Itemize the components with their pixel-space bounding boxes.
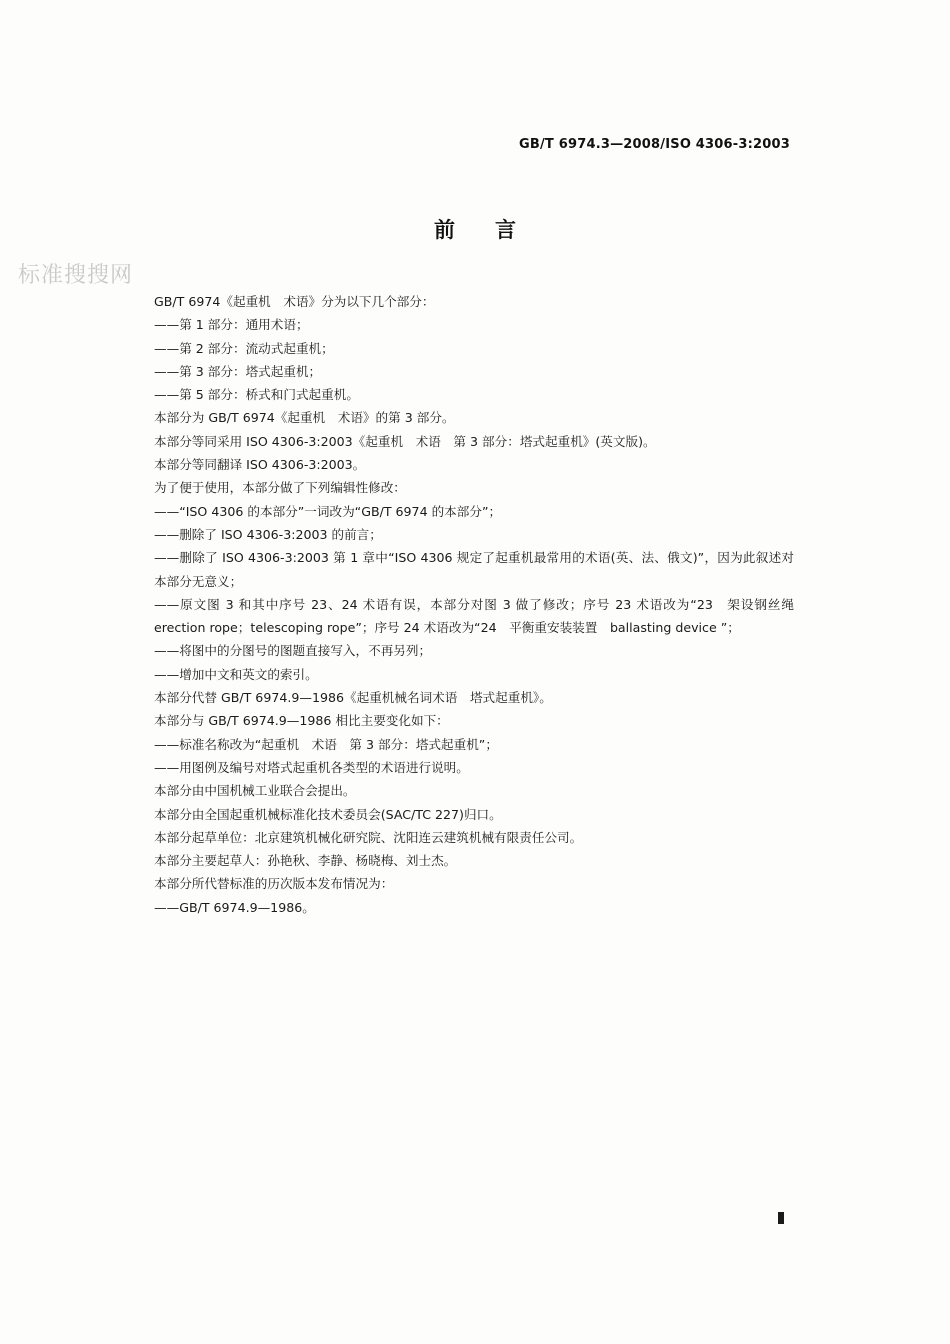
paragraph: 本部分由全国起重机械标准化技术委员会(SAC/TC 227)归口。	[154, 806, 502, 822]
list-item: ——原文图 3 和其中序号 23、24 术语有误，本部分对图 3 做了修改；序号 23 术语改为“23 架设钢丝绳 erection rope；telescoping rope”；序号 24 术语改为“24 平衡重安装装置 ballasting device ”；	[154, 596, 794, 636]
list-item: ——GB/T 6974.9—1986。	[154, 899, 315, 915]
list-item: ——将图中的分图号的图题直接写入，不再另列；	[154, 643, 432, 659]
paragraph: 本部分主要起草人：孙艳秋、李静、杨晓梅、刘士杰。	[154, 853, 457, 869]
list-item: ——用图例及编号对塔式起重机各类型的术语进行说明。	[154, 759, 469, 775]
paragraph: GB/T 6974《起重机 术语》分为以下几个部分：	[154, 294, 435, 309]
list-item: ——删除了 ISO 4306-3:2003 第 1 章中“ISO 4306 规定了起重机最常用的术语(英、法、俄文)”，因为此叙述对本部分无意义；	[154, 550, 794, 589]
page-number-mark	[778, 1212, 784, 1224]
list-item: ——标准名称改为“起重机 术语 第 3 部分：塔式起重机”；	[154, 736, 498, 752]
list-item: ——第 1 部分：通用术语；	[154, 317, 309, 333]
list-item: ——第 3 部分：塔式起重机；	[154, 363, 322, 379]
paragraph: 本部分所代替标准的历次版本发布情况为：	[154, 876, 394, 892]
page-title: 前言	[434, 218, 556, 242]
standard-number-header: GB/T 6974.3—2008/ISO 4306-3:2003	[519, 137, 790, 152]
paragraph: 本部分等同采用 ISO 4306-3:2003《起重机 术语 第 3 部分：塔式起重机》(英文版)。	[154, 433, 656, 449]
foreword-body	[154, 290, 794, 919]
watermark-text: 标准搜搜网	[18, 263, 134, 288]
paragraph: 本部分代替 GB/T 6974.9—1986《起重机械名词术语 塔式起重机》。	[154, 690, 552, 706]
paragraph: 本部分等同翻译 ISO 4306-3:2003。	[154, 457, 366, 473]
list-item: ——删除了 ISO 4306-3:2003 的前言；	[154, 526, 382, 542]
paragraph: 本部分由中国机械工业联合会提出。	[154, 783, 356, 799]
list-item: ——“ISO 4306 的本部分”一词改为“GB/T 6974 的本部分”；	[154, 503, 502, 519]
paragraph: 为了便于使用，本部分做了下列编辑性修改：	[154, 480, 406, 496]
paragraph: 本部分为 GB/T 6974《起重机 术语》的第 3 部分。	[154, 410, 455, 426]
list-item: ——第 5 部分：桥式和门式起重机。	[154, 387, 359, 403]
paragraph: 本部分起草单位：北京建筑机械化研究院、沈阳连云建筑机械有限责任公司。	[154, 829, 583, 845]
list-item: ——第 2 部分：流动式起重机；	[154, 340, 334, 356]
paragraph: 本部分与 GB/T 6974.9—1986 相比主要变化如下：	[154, 713, 449, 729]
list-item: ——增加中文和英文的索引。	[154, 666, 318, 682]
